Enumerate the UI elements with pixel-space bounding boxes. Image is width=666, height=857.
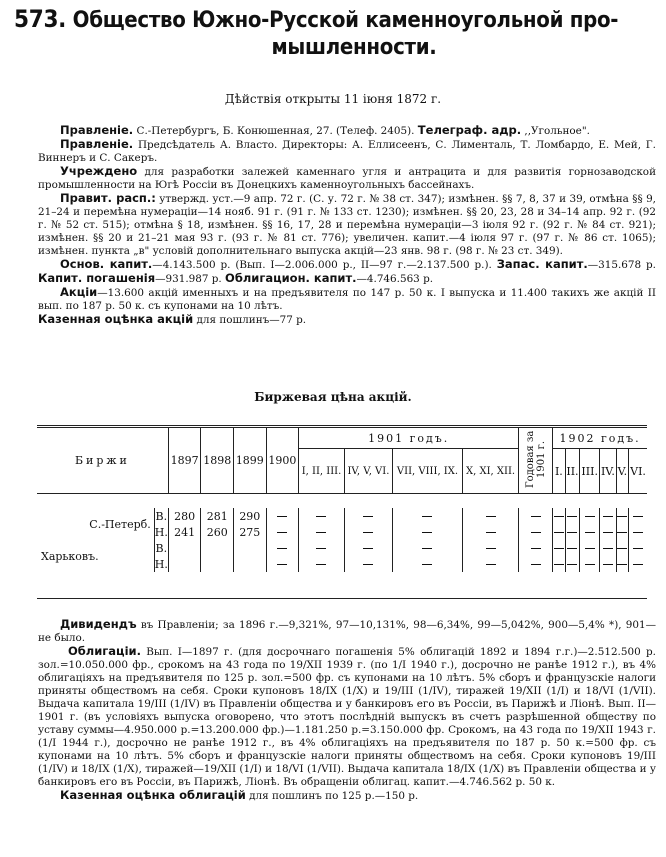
col-1902-6: VI. bbox=[629, 449, 647, 494]
table-cell bbox=[600, 508, 617, 524]
board-members: Правленіе. Предсѣдатель А. Власто. Директоры: А. Еллисеенъ, С. Лименталь, Т. Ломбардо, Е. Мей, Г. Виннеръ и С. Сакеръ. bbox=[38, 137, 656, 164]
founded-purpose: Учреждено для разработки залежей каменнаго угля и антрацита и для развитія горнозаводской промышленности на Югѣ Россіи въ Донецкихъ каменноугольныхъ бассейнахъ. bbox=[38, 164, 656, 191]
table-cell bbox=[344, 524, 392, 540]
col-1902-2: II. bbox=[565, 449, 580, 494]
table-cell bbox=[553, 508, 565, 524]
shares-info: Акціи—13.600 акцій именныхъ и на предъявителя по 147 р. 50 к. I выпуска и 11.400 такихъ же акцій II вып. по 187 р. 50 к. съ купонами на 10 лѣтъ. bbox=[38, 285, 656, 312]
dividend-bonds-block bbox=[38, 618, 656, 803]
table-row bbox=[37, 508, 647, 524]
info-block bbox=[38, 124, 656, 327]
col-exchanges: Биржи bbox=[37, 427, 168, 494]
table-cell bbox=[234, 540, 267, 556]
table-cell bbox=[519, 508, 553, 524]
row-exchange-kharkov: Харьковъ. bbox=[41, 549, 99, 563]
col-year-1899: 1899 bbox=[234, 427, 267, 494]
table-cell bbox=[462, 524, 518, 540]
table-cell bbox=[616, 556, 628, 572]
table-cell bbox=[616, 508, 628, 524]
col-1901-q1: I, II, III. bbox=[299, 449, 345, 494]
col-1902-5: V. bbox=[616, 449, 628, 494]
table-cell bbox=[565, 556, 580, 572]
table-cell bbox=[580, 508, 600, 524]
table-cell bbox=[519, 524, 553, 540]
dividend-info: Дивидендъ въ Правленіи; за 1896 г.—9,321%, 97—10,131%, 98—6,34%, 99—5,042%, 900—5,4% *), 901—не было. bbox=[38, 617, 656, 644]
table-cell bbox=[580, 540, 600, 556]
table-cell bbox=[299, 524, 345, 540]
group-1901: 1901 годъ. bbox=[299, 427, 519, 449]
col-annual-1901: Годовая за 1901 г. bbox=[519, 427, 553, 494]
col-1902-3: III. bbox=[580, 449, 600, 494]
col-1901-q4: X, XI, XII. bbox=[462, 449, 518, 494]
table-cell bbox=[168, 540, 201, 556]
table-cell bbox=[299, 540, 345, 556]
table-row bbox=[37, 540, 647, 556]
price-table-heading: Биржевая цѣна акцій. bbox=[254, 390, 412, 404]
title-line-1: Общество Южно-Русской каменноугольной про- bbox=[72, 8, 619, 33]
col-1902-4: IV. bbox=[600, 449, 617, 494]
table-cell bbox=[565, 524, 580, 540]
opened-date: Дѣйствія открыты 11 іюня 1872 г. bbox=[224, 92, 442, 106]
table-cell bbox=[580, 524, 600, 540]
table-cell bbox=[266, 524, 299, 540]
table-cell bbox=[519, 556, 553, 572]
table-cell bbox=[299, 508, 345, 524]
table-cell bbox=[201, 540, 234, 556]
board-address: Правленіе. С.-Петербургъ, Б. Конюшенная, 27. (Телеф. 2405). Телеграф. адр. ,,Угольное". bbox=[60, 123, 590, 137]
table-cell bbox=[616, 540, 628, 556]
col-1901-q3: VII, VIII, IX. bbox=[393, 449, 463, 494]
table-cell bbox=[299, 556, 345, 572]
share-price-table bbox=[37, 425, 647, 599]
table-cell bbox=[629, 508, 647, 524]
col-year-1898: 1898 bbox=[201, 427, 234, 494]
table-cell bbox=[565, 508, 580, 524]
row-code-high: В. bbox=[155, 541, 168, 555]
table-cell bbox=[616, 524, 628, 540]
table-cell bbox=[344, 540, 392, 556]
table-cell: 281 bbox=[201, 508, 234, 524]
table-cell bbox=[168, 556, 201, 572]
col-year-1900: 1900 bbox=[266, 427, 299, 494]
company-title bbox=[14, 6, 654, 61]
col-1901-q2: IV, V, VI. bbox=[344, 449, 392, 494]
table-cell: 275 bbox=[234, 524, 267, 540]
table-cell bbox=[393, 556, 463, 572]
table-cell bbox=[393, 540, 463, 556]
table-cell bbox=[266, 540, 299, 556]
table-cell bbox=[344, 508, 392, 524]
table-cell bbox=[553, 556, 565, 572]
row-code-low: Н. bbox=[154, 557, 168, 571]
table-cell bbox=[565, 540, 580, 556]
table-cell bbox=[344, 556, 392, 572]
table-cell bbox=[266, 556, 299, 572]
row-code-high: В. bbox=[155, 509, 168, 523]
table-cell bbox=[393, 524, 463, 540]
table-cell bbox=[234, 556, 267, 572]
table-cell bbox=[462, 556, 518, 572]
table-cell bbox=[201, 556, 234, 572]
table-cell bbox=[600, 540, 617, 556]
row-code-low: Н. bbox=[154, 525, 168, 539]
bond-valuation: Казенная оцѣнка облигацій для пошлинъ по 125 р.—150 р. bbox=[60, 788, 419, 802]
col-1902-1: I. bbox=[553, 449, 565, 494]
table-cell: 241 bbox=[168, 524, 201, 540]
table-cell bbox=[600, 524, 617, 540]
table-cell bbox=[629, 556, 647, 572]
title-line-2: мышленности. bbox=[271, 35, 437, 60]
col-year-1897: 1897 bbox=[168, 427, 201, 494]
bonds-info: Облигаціи. Вып. I—1897 г. (для досрочнаго погашенія 5% облигацій 1892 и 1894 г.г.)—2.512.500 р. зол.=10.050.000 фр., срокомъ на 43 года по 19/XII 1939 г. (по 1/I 1940 г.), досрочно не ранѣе 1912 г.), въ 4% облигаціяхъ на предъявителя по 125 р. зол.=500 фр. съ купонами на 10 лѣтъ. 5% сборъ и французскіе налоги приняты обществомъ на себя. Сроки купоновъ 18/IX (1/X) и 19/III (1/IV), тиражей 19/XII (1/I) и 18/VI (1/VII). Выдача капитала 19/III (1/IV) въ Правленіи общества и у банкировъ его въ Россіи, въ Парижѣ и Ліонѣ. Вып. II—1901 г. (въ условіяхъ выпуска оговорено, что этотъ послѣдній выпускъ въ счетъ разрѣшенной обществу по уставу суммы—4.950.000 р.=13.200.000 фр.)—1.181.250 р.=3.150.000 фр. Срокомъ, на 43 года по 19/XII 1943 г. (1/I 1944 г.), досрочно не ранѣе 1912 г., въ 4% облигаціяхъ на предъявителя по 187 р. 50 к.=500 фр. съ купонами на 10 лѣтъ. 5% сборъ и французскіе налоги приняты обществомъ на себя. Сроки купоновъ 19/III (1/IV) и 18/IX (1/X), тиражей—19/XII (1/I) и 18/VI (1/VII). Выдача капитала 18/IX (1/X) въ Правленіи общества и у банкировъ его въ Россіи, въ Парижѣ, Ліонѣ. Въ обращеніи облигац. капит.—4.746.562 р. 50 к. bbox=[38, 644, 656, 788]
table-cell bbox=[600, 556, 617, 572]
row-exchange-spb: С.-Петерб. bbox=[89, 517, 151, 531]
group-1902: 1902 годъ. bbox=[553, 427, 647, 449]
table-cell bbox=[462, 508, 518, 524]
table-cell: 260 bbox=[201, 524, 234, 540]
table-cell bbox=[580, 556, 600, 572]
table-cell: 290 bbox=[234, 508, 267, 524]
table-cell bbox=[519, 540, 553, 556]
table-cell bbox=[266, 508, 299, 524]
table-cell bbox=[553, 540, 565, 556]
table-cell bbox=[629, 540, 647, 556]
table-cell bbox=[393, 508, 463, 524]
capital-info: Основ. капит.—4.143.500 р. (Вып. I—2.006.000 р., II—97 г.—2.137.500 р.). Запас. капит.—315.678 р. Капит. погашенія—931.987 р. Облигацион. капит.—4.746.563 р. bbox=[38, 257, 656, 285]
table-cell bbox=[462, 540, 518, 556]
entry-number: 573. bbox=[14, 5, 67, 33]
table-cell bbox=[629, 524, 647, 540]
government-rules: Правит. расп.: утвержд. уст.—9 апр. 72 г. (С. у. 72 г. № 38 ст. 347); измѣнен. §§ 7, 8, 37 и 39, отмѣна §§ 9, 21–24 и перемѣна нумераціи—14 нояб. 91 г. (91 г. № 133 ст. 1230); измѣнен. §§ 20, 23, 28 и 34–14 апр. 92 г. (92 г. № 52 ст. 515); отмѣна § 18, измѣнен. §§ 16, 17, 28 и перемѣна нумераціи—3 іюля 92 г. (92 г. № 84 ст. 921); измѣнен. §§ 20 и 21–21 мая 93 г. (93 г. № 81 ст. 776); увеличен. капит.—4 іюля 97 г. (97 г. № 86 ст. 1065); измѣнен. пункта „в" условій дополнительнаго выпуска акцій—23 янв. 98 г. (98 г. № 23 ст. 349). bbox=[38, 191, 656, 257]
table-cell: 280 bbox=[168, 508, 201, 524]
table-cell bbox=[553, 524, 565, 540]
share-valuation: Казенная оцѣнка акцій для пошлинъ—77 р. bbox=[38, 312, 307, 326]
